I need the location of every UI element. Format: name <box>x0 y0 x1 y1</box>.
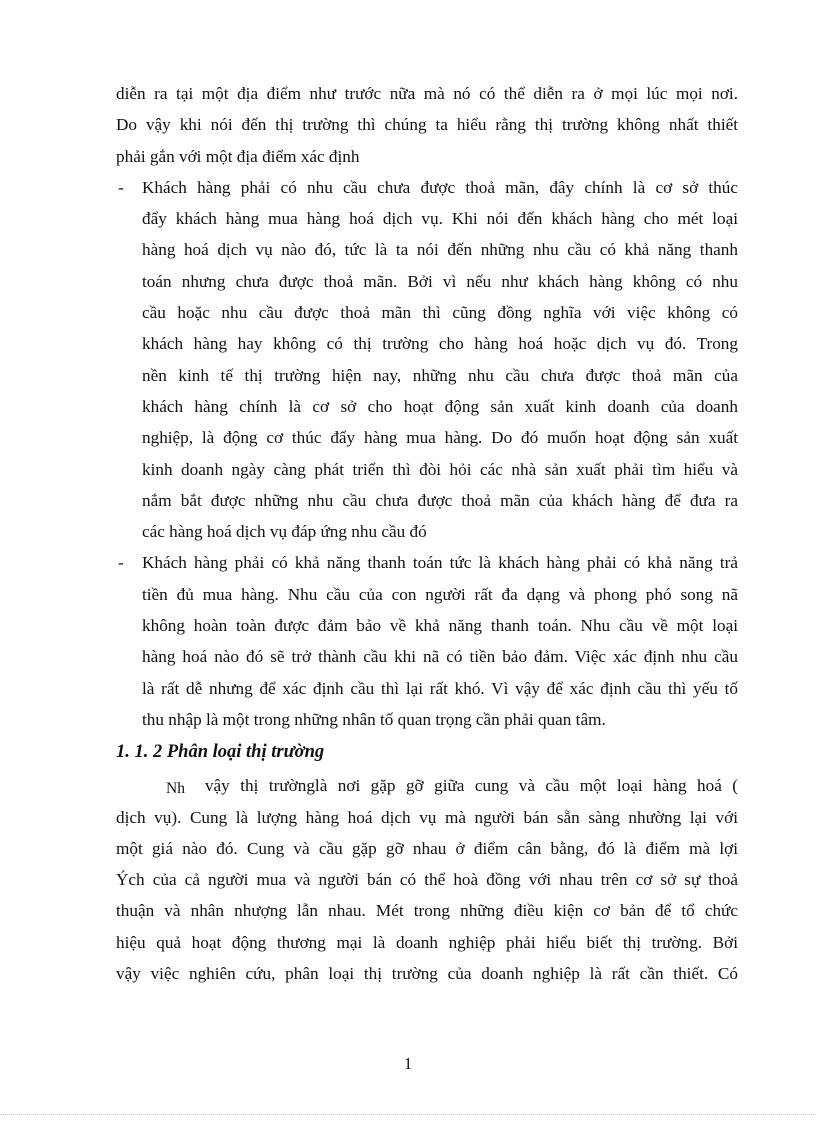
text-line: Khách hàng phải có nhu cầu chưa được thoả mãn, đây chính là cơ sở thúc <box>142 177 738 197</box>
text-line: một giá nào đó. Cung và cầu gặp gỡ nhau ở điểm cân bằng, đó là điểm mà lợi <box>116 838 738 858</box>
text-line: nắm bắt được những nhu cầu chưa được thoả mãn của khách hàng để đưa ra <box>142 490 738 510</box>
text-line-first <box>116 770 738 801</box>
text-line: nghiệp, là động cơ thúc đẩy hàng mua hàng. Do đó muốn hoạt động sản xuất <box>142 428 738 448</box>
text-line: hiệu quả hoạt động thương mại là doanh nghiệp phải hiểu biết thị trường. Bởi <box>116 932 738 952</box>
text-line: khách hàng chính là cơ sở cho hoạt động sản xuất kinh doanh của doanh <box>142 396 738 416</box>
text-line: Khách hàng phải có khả năng thanh toán tức là khách hàng phải có khả năng trả <box>142 553 738 573</box>
section-heading: 1. 1. 2 Phân loại thị trường <box>116 742 325 763</box>
bullet-item-customer-needs <box>116 172 738 548</box>
text-line: hàng hoá dịch vụ nào đó, tức là ta nói đến những nhu cầu có khả năng thanh <box>142 240 738 260</box>
text-line: toán nhưng chưa được thoả mãn. Bởi vì nếu như khách hàng không có nhu <box>142 271 738 291</box>
text-line: không hoàn toàn được đảm bảo về khả năng thanh toán. Nhu cầu về một loại <box>142 616 738 636</box>
first-word: Nh <box>166 780 185 798</box>
bullet-marker: - <box>118 553 124 573</box>
text-line: tiền đủ mua hàng. Nhu cầu của con người rất đa dạng và phong phó song nã <box>142 584 738 604</box>
text-line: Ých của cả người mua và người bán có thể hoà đồng với nhau trên cơ sở sự thoả <box>116 870 738 890</box>
bullet-item-ability-to-pay <box>116 547 738 735</box>
page-bottom-divider <box>0 1114 816 1115</box>
text-line: hàng hoá nào đó sẽ trở thành cầu khi nã có tiền bảo đảm. Việc xác định nhu cầu <box>142 647 738 667</box>
text-line: Do vậy khi nói đến thị trường thì chúng ta hiểu rằng thị trường không nhất thiết <box>116 115 738 135</box>
section-paragraph <box>116 770 738 989</box>
text-line: thuận và nhân nhượng lẫn nhau. Mét trong những điều kiện cơ bản để tổ chức <box>116 901 738 921</box>
text-line: nền kinh tế thị trường hiện nay, những nhu cầu chưa được thoả mãn của <box>142 365 738 385</box>
text-line: cầu hoặc nhu cầu được thoả mãn thì cũng đồng nghĩa với việc không có <box>142 303 738 323</box>
text-line: phải gắn với một địa điểm xác định <box>116 146 360 166</box>
text-line: thu nhập là một trong những nhân tố quan trọng cần phải quan tâm. <box>142 709 606 729</box>
text-line: dịch vụ). Cung là lượng hàng hoá dịch vụ mà người bán sẵn sàng nhường lại với <box>116 807 738 827</box>
text-line: khách hàng hay không có thị trường cho hàng hoá hoặc dịch vụ đó. Trong <box>142 334 738 354</box>
text-line: các hàng hoá dịch vụ đáp ứng nhu cầu đó <box>142 522 427 542</box>
bullet-marker: - <box>118 177 124 197</box>
text-line-rest: vậy thị trườnglà nơi gặp gỡ giữa cung và cầu một loại hàng hoá ( <box>204 776 738 796</box>
text-line: vậy việc nghiên cứu, phân loại thị trường của doanh nghiệp là rất cần thiết. Có <box>116 964 738 984</box>
text-line: là rất dễ nhưng để xác định cầu thì lại rất khó. Vì vậy để xác định cầu thì yếu tố <box>142 678 738 698</box>
text-line: diễn ra tại một địa điểm như trước nữa mà nó có thể diễn ra ở mọi lúc mọi nơi. <box>116 84 738 103</box>
intro-paragraph <box>116 78 738 172</box>
text-line: kinh doanh ngày càng phát triển thì đòi hỏi các nhà sản xuất phải tìm hiểu và <box>142 459 738 479</box>
document-body <box>116 78 738 989</box>
page-number: 1 <box>403 1054 413 1073</box>
text-line: đẩy khách hàng mua hàng hoá dịch vụ. Khi nói đến khách hàng cho mét loại <box>142 209 738 229</box>
